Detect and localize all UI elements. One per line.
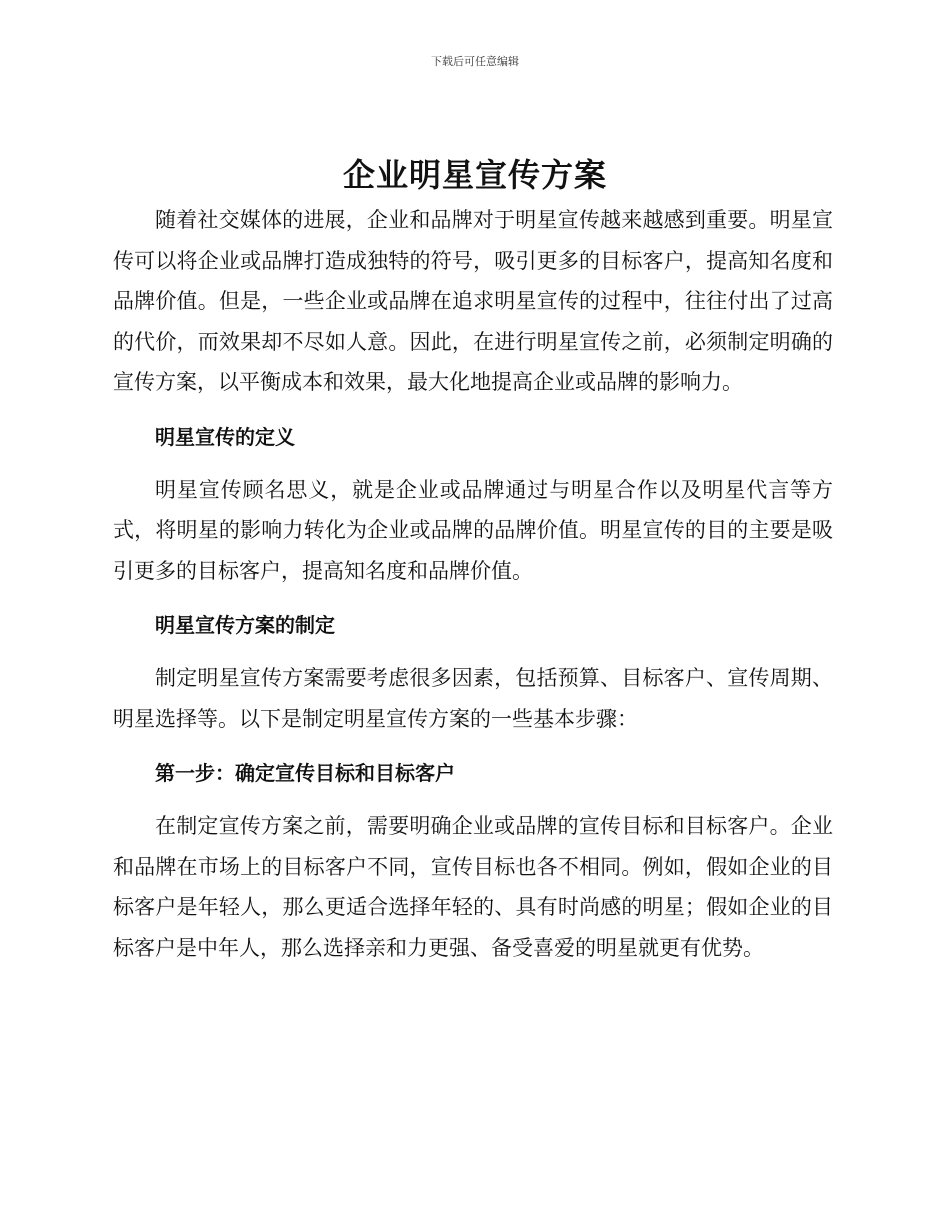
section-paragraph-step-one: 在制定宣传方案之前，需要明确企业或品牌的宣传目标和目标客户。企业和品牌在市场上的目标客户不同，宣传目标也各不相同。例如，假如企业的目标客户是年轻人，那么更适合选择年轻的、具有时尚感的明星；假如企业的目标客户是中年人，那么选择亲和力更强、备受喜爱的明星就更有优势。 (113, 814, 833, 960)
section-heading-planning: 明星宣传方案的制定 (155, 613, 335, 637)
section-heading-step-one: 第一步：确定宣传目标和目标客户 (155, 761, 455, 785)
header-note: 下载后可任意编辑 (431, 55, 519, 68)
document-body (113, 200, 833, 968)
document-title: 企业明星宣传方案 (342, 156, 607, 194)
intro-paragraph: 随着社交媒体的进展，企业和品牌对于明星宣传越来越感到重要。明星宣传可以将企业或品牌打造成独特的符号，吸引更多的目标客户，提高知名度和品牌价值。但是，一些企业或品牌在追求明星宣传的过程中，往往付出了过高的代价，而效果却不尽如人意。因此，在进行明星宣传之前，必须制定明确的宣传方案，以平衡成本和效果，最大化地提高企业或品牌的影响力。 (113, 208, 833, 394)
section-heading-definition: 明星宣传的定义 (155, 424, 295, 449)
section-paragraph-definition: 明星宣传顾名思义，就是企业或品牌通过与明星合作以及明星代言等方式，将明星的影响力转化为企业或品牌的品牌价值。明星宣传的目的主要是吸引更多的目标客户，提高知名度和品牌价值。 (113, 477, 833, 583)
section-paragraph-planning: 制定明星宣传方案需要考虑很多因素，包括预算、目标客户、宣传周期、明星选择等。以下是制定明星宣传方案的一些基本步骤： (113, 666, 833, 731)
